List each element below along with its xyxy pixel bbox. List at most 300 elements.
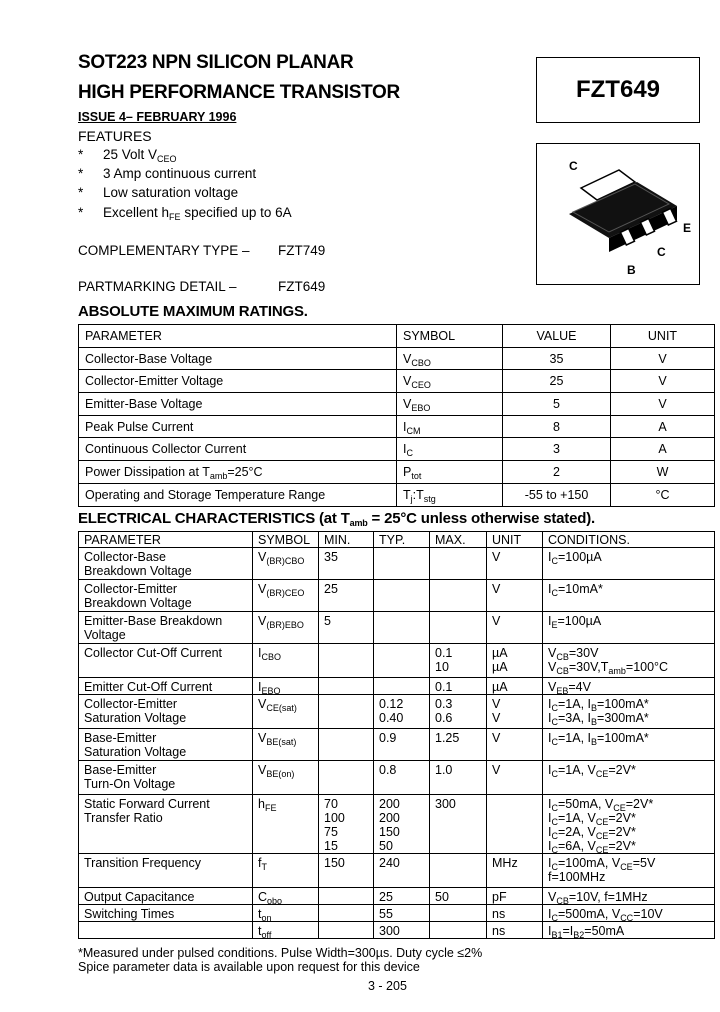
condition-text: I <box>548 856 552 870</box>
symbol-letter: V <box>258 582 267 596</box>
parameter-text: Peak Pulse Current <box>85 419 194 434</box>
condition-text: =100°C <box>625 660 669 674</box>
ec-typ <box>374 854 430 888</box>
ec-conditions <box>543 612 715 644</box>
title-line-2: HIGH PERFORMANCE TRANSISTOR <box>78 82 400 103</box>
condition-subscript: CE <box>620 862 633 872</box>
ec-min-line: 150 <box>324 856 345 870</box>
symbol-letter: V <box>258 763 267 777</box>
condition-text: =10V <box>633 907 663 921</box>
ec-min <box>319 729 374 761</box>
amr-row <box>79 438 715 461</box>
ec-min <box>319 905 374 922</box>
ec-max-line: 0.1 <box>435 680 453 694</box>
condition-line <box>548 825 714 839</box>
condition-subscript: C <box>551 831 558 841</box>
pin-label-c: C <box>657 245 666 259</box>
ec-unit <box>487 922 543 939</box>
ec-max <box>430 644 487 678</box>
ec-parameter-line: Output Capacitance <box>84 890 195 904</box>
ec-unit-line: µA <box>492 680 508 694</box>
ec-min <box>319 761 374 795</box>
feature-text: 3 Amp continuous current <box>103 166 257 181</box>
amr-symbol <box>397 370 503 393</box>
condition-text: =6A, V <box>557 839 596 853</box>
ec-heading-pre: ELECTRICAL CHARACTERISTICS (at T <box>78 510 350 527</box>
condition-text: =10V, f=1MHz <box>568 890 648 904</box>
parameter-text: Continuous Collector Current <box>85 442 247 457</box>
condition-subscript: CB <box>556 666 569 676</box>
ec-symbol <box>253 612 319 644</box>
ec-row <box>79 761 715 795</box>
amr-row <box>79 483 715 506</box>
ec-row <box>79 854 715 888</box>
symbol-letter: t <box>258 924 262 938</box>
condition-line <box>548 763 714 777</box>
parameter-text: Collector-Base Voltage <box>85 351 213 366</box>
amr-value: 2 <box>503 461 611 484</box>
ec-row <box>79 905 715 922</box>
symbol-letter: V <box>258 550 267 564</box>
symbol-letter: I <box>403 442 407 457</box>
condition-subscript: CB <box>556 652 569 662</box>
condition-text: =3A, I <box>557 711 591 725</box>
ec-symbol <box>253 729 319 761</box>
parameter-text: Operating and Storage Temperature Range <box>85 487 326 502</box>
symbol-subscript: (BR)EBO <box>266 620 304 630</box>
amr-value: 8 <box>503 415 611 438</box>
condition-text: =1A, I <box>557 731 591 745</box>
amr-value: 25 <box>503 370 611 393</box>
symbol-letter: V <box>258 614 267 628</box>
ec-min-line: 15 <box>324 839 338 853</box>
condition-subscript: C <box>551 588 558 598</box>
ec-max <box>430 761 487 795</box>
ec-min-line: 70 <box>324 797 338 811</box>
condition-subscript: CB <box>556 896 569 905</box>
ec-typ-line: 0.40 <box>379 711 404 725</box>
symbol-subscript: CEO <box>411 380 431 391</box>
electrical-characteristics-table <box>78 531 715 939</box>
ec-symbol <box>253 795 319 854</box>
condition-text: V <box>548 890 557 904</box>
ec-parameter-line: Switching Times <box>84 907 175 921</box>
feature-item <box>78 185 238 200</box>
ec-max-line: 1.25 <box>435 731 460 745</box>
amr-parameter <box>79 438 397 461</box>
ec-parameter <box>79 854 253 888</box>
ec-min <box>319 854 374 888</box>
amr-header-cell: SYMBOL <box>397 325 503 348</box>
ec-unit-line: V <box>492 582 501 596</box>
ec-unit <box>487 729 543 761</box>
condition-text: I <box>548 582 552 596</box>
ec-symbol <box>253 761 319 795</box>
ec-parameter-line: Collector-Emitter <box>84 582 178 596</box>
amr-row <box>79 461 715 484</box>
ec-max <box>430 580 487 612</box>
condition-subscript: CE <box>595 831 609 841</box>
ec-parameter <box>79 695 253 729</box>
amr-value: 3 <box>503 438 611 461</box>
symbol-letter: C <box>258 890 268 904</box>
condition-line <box>548 697 714 711</box>
ec-max <box>430 729 487 761</box>
ec-typ <box>374 678 430 695</box>
condition-line <box>548 660 714 674</box>
amr-header-cell: PARAMETER <box>79 325 397 348</box>
ec-parameter-line: Collector-Base <box>84 550 166 564</box>
ec-min <box>319 888 374 905</box>
amr-row <box>79 393 715 416</box>
ec-parameter <box>79 580 253 612</box>
ec-typ <box>374 888 430 905</box>
condition-line <box>548 711 714 725</box>
part-number: FZT649 <box>575 76 661 103</box>
feature-item <box>78 205 292 220</box>
ec-conditions <box>543 795 715 854</box>
amr-parameter <box>79 370 397 393</box>
ec-parameter-line: Saturation Voltage <box>84 745 187 759</box>
pin-label-c-top: C <box>569 159 578 173</box>
ec-conditions <box>543 644 715 678</box>
condition-line <box>548 731 714 745</box>
symbol-subscript: BE(sat) <box>266 737 297 747</box>
condition-line <box>548 614 714 628</box>
ec-parameter-line: Emitter-Base Breakdown <box>84 614 223 628</box>
absolute-maximum-ratings-table <box>78 324 715 507</box>
condition-text: I <box>548 550 552 564</box>
amr-row <box>79 415 715 438</box>
symbol-subscript: CM <box>406 425 421 436</box>
condition-subscript: EB <box>556 686 569 695</box>
page-number: 3 - 205 <box>368 979 407 993</box>
condition-line <box>548 811 714 825</box>
condition-text: =2V* <box>608 763 636 777</box>
condition-text: =2V* <box>608 811 636 825</box>
ec-max-line: 0.6 <box>435 711 453 725</box>
ec-header-cell: MAX. <box>430 532 487 548</box>
condition-text: I <box>548 711 552 725</box>
ec-typ <box>374 580 430 612</box>
symbol-letter: I <box>258 680 262 694</box>
ec-unit-line: pF <box>492 890 507 904</box>
symbol-subscript: (BR)CEO <box>266 588 305 598</box>
ec-heading <box>78 510 595 527</box>
ec-conditions <box>543 854 715 888</box>
symbol-letter: V <box>403 374 412 389</box>
ec-parameter-line: Voltage <box>84 628 126 642</box>
condition-text: I <box>548 731 552 745</box>
condition-text: =30V <box>568 646 599 660</box>
feature-item <box>78 166 256 181</box>
condition-text: =5V <box>632 856 656 870</box>
ec-row <box>79 888 715 905</box>
features-heading: FEATURES <box>78 128 152 144</box>
ec-symbol <box>253 548 319 580</box>
condition-text: I <box>548 697 552 711</box>
feature-text: 25 Volt V <box>103 147 158 162</box>
ec-row <box>79 548 715 580</box>
ec-symbol <box>253 695 319 729</box>
amr-value: 35 <box>503 347 611 370</box>
condition-text: I <box>548 811 552 825</box>
parameter-text: Collector-Emitter Voltage <box>85 374 224 389</box>
condition-line <box>548 870 714 884</box>
ec-typ-line: 50 <box>379 839 393 853</box>
ec-typ <box>374 612 430 644</box>
symbol-letter: h <box>258 797 265 811</box>
ec-unit-line: ns <box>492 907 506 921</box>
ec-parameter-line: Base-Emitter <box>84 763 157 777</box>
symbol-subscript: CBO <box>411 357 431 368</box>
ec-max-line: 0.1 <box>435 646 453 660</box>
ec-parameter <box>79 644 253 678</box>
ec-typ <box>374 729 430 761</box>
symbol-subscript: (BR)CBO <box>266 556 305 566</box>
ec-row <box>79 580 715 612</box>
ec-parameter-line: Emitter Cut-Off Current <box>84 680 213 694</box>
ec-header-cell: PARAMETER <box>79 532 253 548</box>
bullet-star: * <box>78 166 84 181</box>
condition-text: I <box>548 797 552 811</box>
issue-date: ISSUE 4– FEBRUARY 1996 <box>78 110 237 124</box>
ec-typ-line: 25 <box>379 890 393 904</box>
ec-unit-line: µA <box>492 660 508 674</box>
partmarking-detail <box>78 279 326 294</box>
condition-text: =1A, V <box>557 763 596 777</box>
ec-min <box>319 695 374 729</box>
ec-typ <box>374 548 430 580</box>
condition-text: =10mA* <box>557 582 603 596</box>
ec-typ <box>374 795 430 854</box>
ec-typ-line: 240 <box>379 856 400 870</box>
condition-subscript: CE <box>613 803 626 813</box>
amr-value: -55 to +150 <box>503 483 611 506</box>
symbol-letter: t <box>258 907 262 921</box>
feature-text-post: specified up to 6A <box>180 205 292 220</box>
ec-typ-line: 150 <box>379 825 400 839</box>
amr-unit: V <box>611 347 715 370</box>
ec-symbol <box>253 905 319 922</box>
parameter-text-post: =25°C <box>227 464 263 479</box>
amr-parameter <box>79 415 397 438</box>
ec-min <box>319 548 374 580</box>
ec-unit <box>487 580 543 612</box>
ec-typ-line: 0.8 <box>379 763 397 777</box>
ec-unit <box>487 888 543 905</box>
ec-parameter <box>79 905 253 922</box>
ec-max <box>430 548 487 580</box>
condition-text: I <box>548 839 552 853</box>
condition-line <box>548 680 714 694</box>
ec-conditions <box>543 905 715 922</box>
amr-symbol <box>397 438 503 461</box>
condition-line <box>548 924 714 938</box>
pin-label-b: B <box>627 263 636 277</box>
ec-min-line: 100 <box>324 811 345 825</box>
condition-text: =1A, V <box>557 811 596 825</box>
partmarking-label: PARTMARKING DETAIL – <box>78 279 237 294</box>
ec-max-line: 10 <box>435 660 449 674</box>
parameter-text: Emitter-Base Voltage <box>85 396 203 411</box>
ec-conditions <box>543 729 715 761</box>
condition-subscript: C <box>551 703 558 713</box>
symbol-subscript: T <box>261 862 267 872</box>
symbol-letter: f <box>258 856 262 870</box>
ec-unit-line: ns <box>492 924 506 938</box>
ec-unit <box>487 548 543 580</box>
condition-text: =1A, I <box>557 697 591 711</box>
ec-min-line: 5 <box>324 614 331 628</box>
amr-unit: V <box>611 393 715 416</box>
condition-text: I <box>548 614 552 628</box>
symbol-letter: I <box>258 646 262 660</box>
ec-typ-line: 0.9 <box>379 731 397 745</box>
symbol-subscript-2: stg <box>423 493 436 504</box>
ec-max <box>430 795 487 854</box>
condition-text: =2V* <box>608 825 636 839</box>
ec-parameter <box>79 888 253 905</box>
amr-unit: V <box>611 370 715 393</box>
ec-row <box>79 922 715 939</box>
amr-unit: W <box>611 461 715 484</box>
condition-subscript: amb <box>608 666 626 676</box>
amr-unit: °C <box>611 483 715 506</box>
ec-min <box>319 795 374 854</box>
ec-max-line: 300 <box>435 797 456 811</box>
amr-row <box>79 370 715 393</box>
condition-subscript: C <box>551 737 558 747</box>
condition-subscript: B1 <box>551 930 563 939</box>
ec-symbol <box>253 854 319 888</box>
condition-subscript: CC <box>620 913 634 922</box>
amr-symbol <box>397 415 503 438</box>
amr-symbol <box>397 347 503 370</box>
condition-text: V <box>548 680 557 694</box>
ec-heading-post: = 25°C unless otherwise stated). <box>367 510 595 527</box>
symbol-letter: T <box>403 487 411 502</box>
ec-parameter <box>79 612 253 644</box>
condition-line <box>548 797 714 811</box>
condition-text: =50mA <box>584 924 625 938</box>
condition-text: =100µA <box>557 550 602 564</box>
ec-min <box>319 922 374 939</box>
ec-parameter <box>79 548 253 580</box>
amr-parameter <box>79 347 397 370</box>
amr-symbol <box>397 393 503 416</box>
ec-max <box>430 922 487 939</box>
condition-subscript: C <box>551 556 558 566</box>
condition-text: I <box>548 907 552 921</box>
condition-text: I <box>548 763 552 777</box>
sot223-package-drawing <box>537 144 699 284</box>
symbol-subscript: off <box>261 930 272 939</box>
ec-header-cell: MIN. <box>319 532 374 548</box>
complementary-type <box>78 243 326 258</box>
condition-subscript: CE <box>595 845 609 854</box>
feature-text: Low saturation voltage <box>103 185 239 200</box>
symbol-letter: V <box>403 351 412 366</box>
condition-text: =4V <box>568 680 591 694</box>
ec-header-cell: CONDITIONS. <box>543 532 715 548</box>
ec-heading-sub: amb <box>349 518 368 528</box>
amr-symbol <box>397 461 503 484</box>
ec-unit-line: MHz <box>492 856 518 870</box>
ec-parameter-line: Turn-On Voltage <box>84 777 176 791</box>
ec-max-line: 0.3 <box>435 697 453 711</box>
ec-max-line: 50 <box>435 890 449 904</box>
condition-line <box>548 582 714 596</box>
title-line-1: SOT223 NPN SILICON PLANAR <box>78 52 354 73</box>
ec-header-row <box>79 532 715 548</box>
feature-text: Excellent h <box>103 205 170 220</box>
ec-typ <box>374 644 430 678</box>
ec-typ <box>374 922 430 939</box>
complementary-value: FZT749 <box>278 243 326 258</box>
ec-max <box>430 854 487 888</box>
ec-parameter <box>79 761 253 795</box>
condition-line <box>548 550 714 564</box>
amr-row <box>79 347 715 370</box>
condition-text: V <box>548 646 557 660</box>
condition-subscript: C <box>551 913 558 922</box>
ec-conditions <box>543 888 715 905</box>
part-number-box <box>536 57 700 123</box>
ec-typ <box>374 905 430 922</box>
symbol-letter: V <box>258 731 267 745</box>
ec-unit-line: V <box>492 763 501 777</box>
ec-min <box>319 644 374 678</box>
amr-symbol <box>397 483 503 506</box>
condition-line <box>548 890 714 904</box>
ec-parameter <box>79 678 253 695</box>
condition-subscript: C <box>551 717 558 727</box>
ec-conditions <box>543 922 715 939</box>
condition-subscript: B <box>591 737 598 747</box>
condition-text: V <box>548 660 557 674</box>
pin-label-e: E <box>683 221 692 235</box>
symbol-letter-2: :T <box>412 487 424 502</box>
condition-text: =100µA <box>557 614 602 628</box>
condition-text: =2V* <box>625 797 654 811</box>
amr-value: 5 <box>503 393 611 416</box>
condition-subscript: B <box>591 703 598 713</box>
ec-header-cell: UNIT <box>487 532 543 548</box>
ec-unit <box>487 695 543 729</box>
amr-parameter <box>79 393 397 416</box>
ec-parameter-line: Breakdown Voltage <box>84 564 192 578</box>
ec-unit <box>487 795 543 854</box>
ec-symbol <box>253 888 319 905</box>
ec-unit <box>487 612 543 644</box>
amr-heading: ABSOLUTE MAXIMUM RATINGS. <box>78 303 308 320</box>
amr-parameter <box>79 461 397 484</box>
footnote-spice: Spice parameter data is available upon request for this device <box>78 960 420 974</box>
ec-max <box>430 888 487 905</box>
feature-subscript: CEO <box>157 154 177 164</box>
ec-unit <box>487 644 543 678</box>
parameter-subscript: amb <box>209 470 228 481</box>
ec-symbol <box>253 580 319 612</box>
bullet-star: * <box>78 185 84 200</box>
ec-unit-line: V <box>492 697 501 711</box>
condition-subscript: E <box>551 620 558 630</box>
partmarking-value: FZT649 <box>278 279 326 294</box>
amr-header-cell: VALUE <box>503 325 611 348</box>
ec-symbol <box>253 922 319 939</box>
ec-parameter-line: Transition Frequency <box>84 856 201 870</box>
